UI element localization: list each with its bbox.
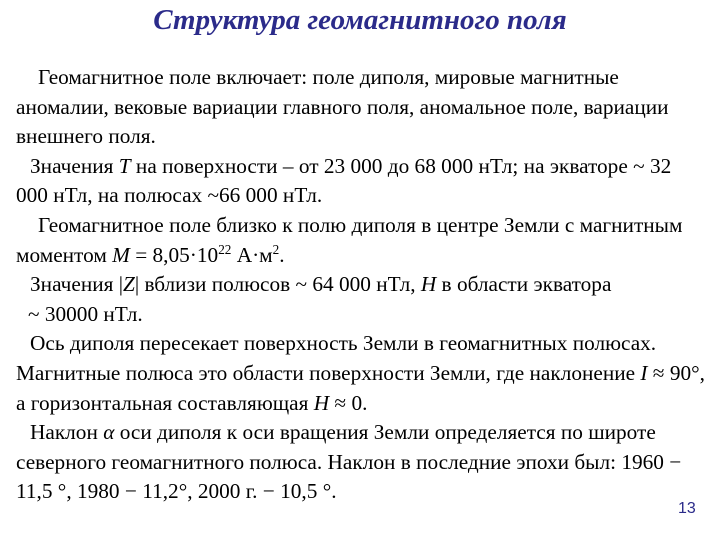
paragraph-components: Геомагнитное поле включает: поле диполя, мировые магнитные аномалии, вековые вариации главного поля, аномальное поле, вариации внешнего поля. <box>16 65 669 149</box>
exponent: 2 <box>272 241 280 257</box>
page-number: 13 <box>678 500 696 517</box>
text-run: . <box>279 242 285 267</box>
text-run: ≈ 0. <box>329 390 368 415</box>
variable-h: H <box>313 390 330 415</box>
text-run: в области экватора <box>436 272 612 297</box>
text-run: Значения | <box>30 272 124 297</box>
text-run: | вблизи полюсов ~ 64 000 нТл, <box>134 272 421 297</box>
text-run: Наклон <box>30 420 104 445</box>
paragraph-z-values <box>16 270 706 300</box>
variable-z: Z <box>123 272 135 297</box>
paragraph-axis-tilt <box>16 418 706 507</box>
variable-m: M <box>112 242 130 267</box>
variable-alpha: α <box>103 420 115 445</box>
paragraph-z-values-continuation: ~ 30000 нТл. <box>28 301 143 326</box>
variable-i: I <box>640 360 648 385</box>
text-run: оси диполя к оси вращения Земли определяется по широте северного геомагнитного полюса. Наклон в последние эпохи был: 1960 − 11,5 °, 1980 − 11,2°, 2000 г. − 10,5 °. <box>16 420 682 504</box>
text-run: А·м <box>231 242 273 267</box>
slide-body <box>16 63 706 507</box>
paragraph-t-values <box>16 152 706 211</box>
text-run: Значения <box>30 153 119 178</box>
slide-title: Структура геомагнитного поля <box>153 4 567 36</box>
text-run: Геомагнитное поле близко к полю диполя в центре Земли с магнитным моментом <box>16 212 683 267</box>
text-run: ≈ 90°, а горизонтальная составляющая <box>16 360 705 415</box>
paragraph-dipole-axis <box>16 329 706 418</box>
paragraph-dipole-moment <box>16 211 706 270</box>
exponent: 22 <box>218 241 232 257</box>
text-run: на поверхности – от 23 000 до 68 000 нТл; на экваторе ~ 32 000 нТл, на полюсах ~66 000 нТл. <box>16 153 672 208</box>
variable-h: H <box>420 272 437 297</box>
text-run: Ось диполя пересекает поверхность Земли в геомагнитных полюсах. Магнитные полюса это области поверхности Земли, где наклонение <box>16 331 657 385</box>
text-run: = 8,05·10 <box>129 242 219 267</box>
variable-t: T <box>118 153 131 178</box>
